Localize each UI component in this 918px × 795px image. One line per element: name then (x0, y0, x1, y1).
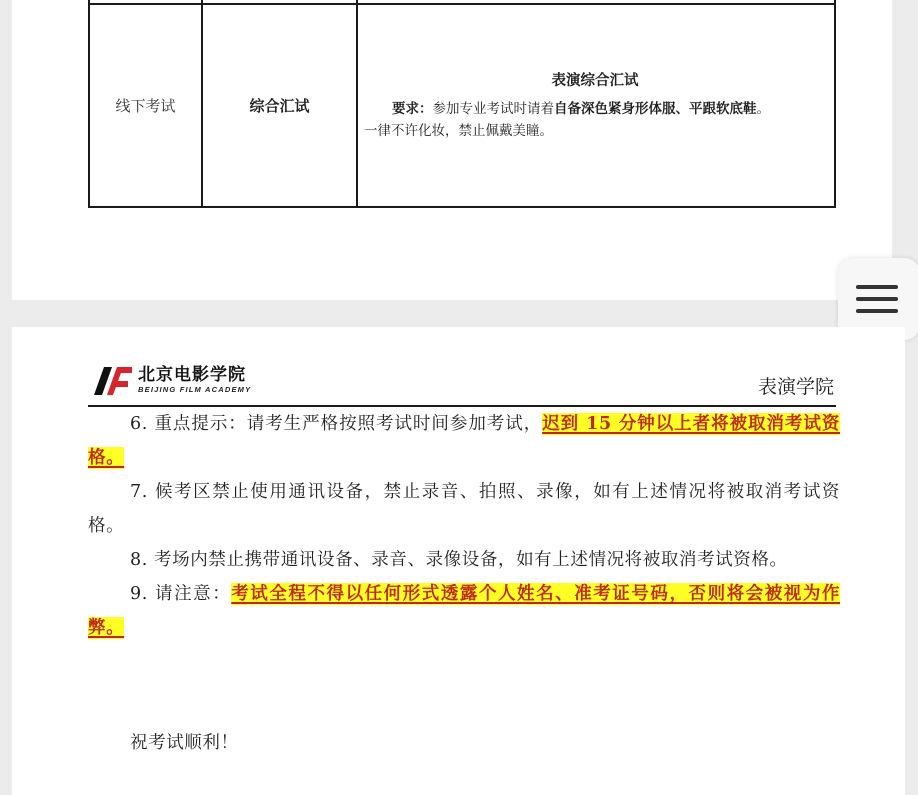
document-body (88, 407, 840, 645)
document-page-2 (12, 327, 905, 795)
document-page-1 (12, 0, 892, 300)
logo-cn: 北京电影学院 (138, 365, 246, 385)
item-number: 8. (130, 550, 148, 570)
list-item (88, 407, 840, 475)
requirement-line-2: 一律不许化妆，禁止佩戴美瞳。 (364, 122, 553, 139)
item-text: 重点提示：请考生严格按照考试时间参加考试， (154, 414, 543, 434)
logo-en: BEIJING FILM ACADEMY (138, 385, 252, 394)
list-item (88, 475, 840, 543)
item-text: 候考区禁止使用通讯设备，禁止录音、拍照、录像，如有上述情况将被取消考试资格。 (88, 482, 840, 536)
requirement-bold-text: 自备深色紧身形体服、平跟软底鞋 (554, 100, 757, 117)
menu-bar (856, 297, 898, 301)
list-item (88, 543, 840, 577)
requirement-title: 表演综合汇试 (551, 71, 639, 89)
requirement-prefix: 要求： (392, 100, 433, 117)
item-text: 考场内禁止携带通讯设备、录音、录像设备，如有上述情况将被取消考试资格。 (154, 550, 788, 570)
bfa-logo (94, 365, 251, 395)
highlighted-text: 迟到 15 分钟以上者将被取消考试资格。 (88, 414, 840, 468)
item-number: 9. (130, 584, 148, 604)
item-number: 7. (130, 482, 148, 502)
closing-text: 祝考试顺利！ (130, 733, 239, 753)
highlighted-text: 考试全程不得以任何形式透露个人姓名、准考证号码，否则将会被视为作弊。 (88, 584, 840, 638)
requirement-text: 参加专业考试时请着 (432, 100, 554, 117)
requirement-end: 。 (756, 100, 770, 117)
menu-bar (856, 309, 898, 313)
requirement-line-1 (364, 98, 826, 120)
exam-table (88, 0, 836, 208)
exam-type-cell: 线下考试 (89, 4, 202, 207)
page-header (88, 359, 836, 407)
logo-text (138, 366, 251, 394)
school-name: 表演学院 (757, 376, 834, 398)
requirement-cell (357, 4, 835, 207)
bfa-logo-icon (94, 365, 132, 395)
item-number: 6. (130, 414, 148, 434)
list-item (88, 577, 840, 645)
item-text: 请注意： (155, 584, 232, 604)
exam-subject-cell: 综合汇试 (202, 4, 357, 207)
menu-bar (856, 285, 898, 289)
table-row (89, 4, 835, 207)
